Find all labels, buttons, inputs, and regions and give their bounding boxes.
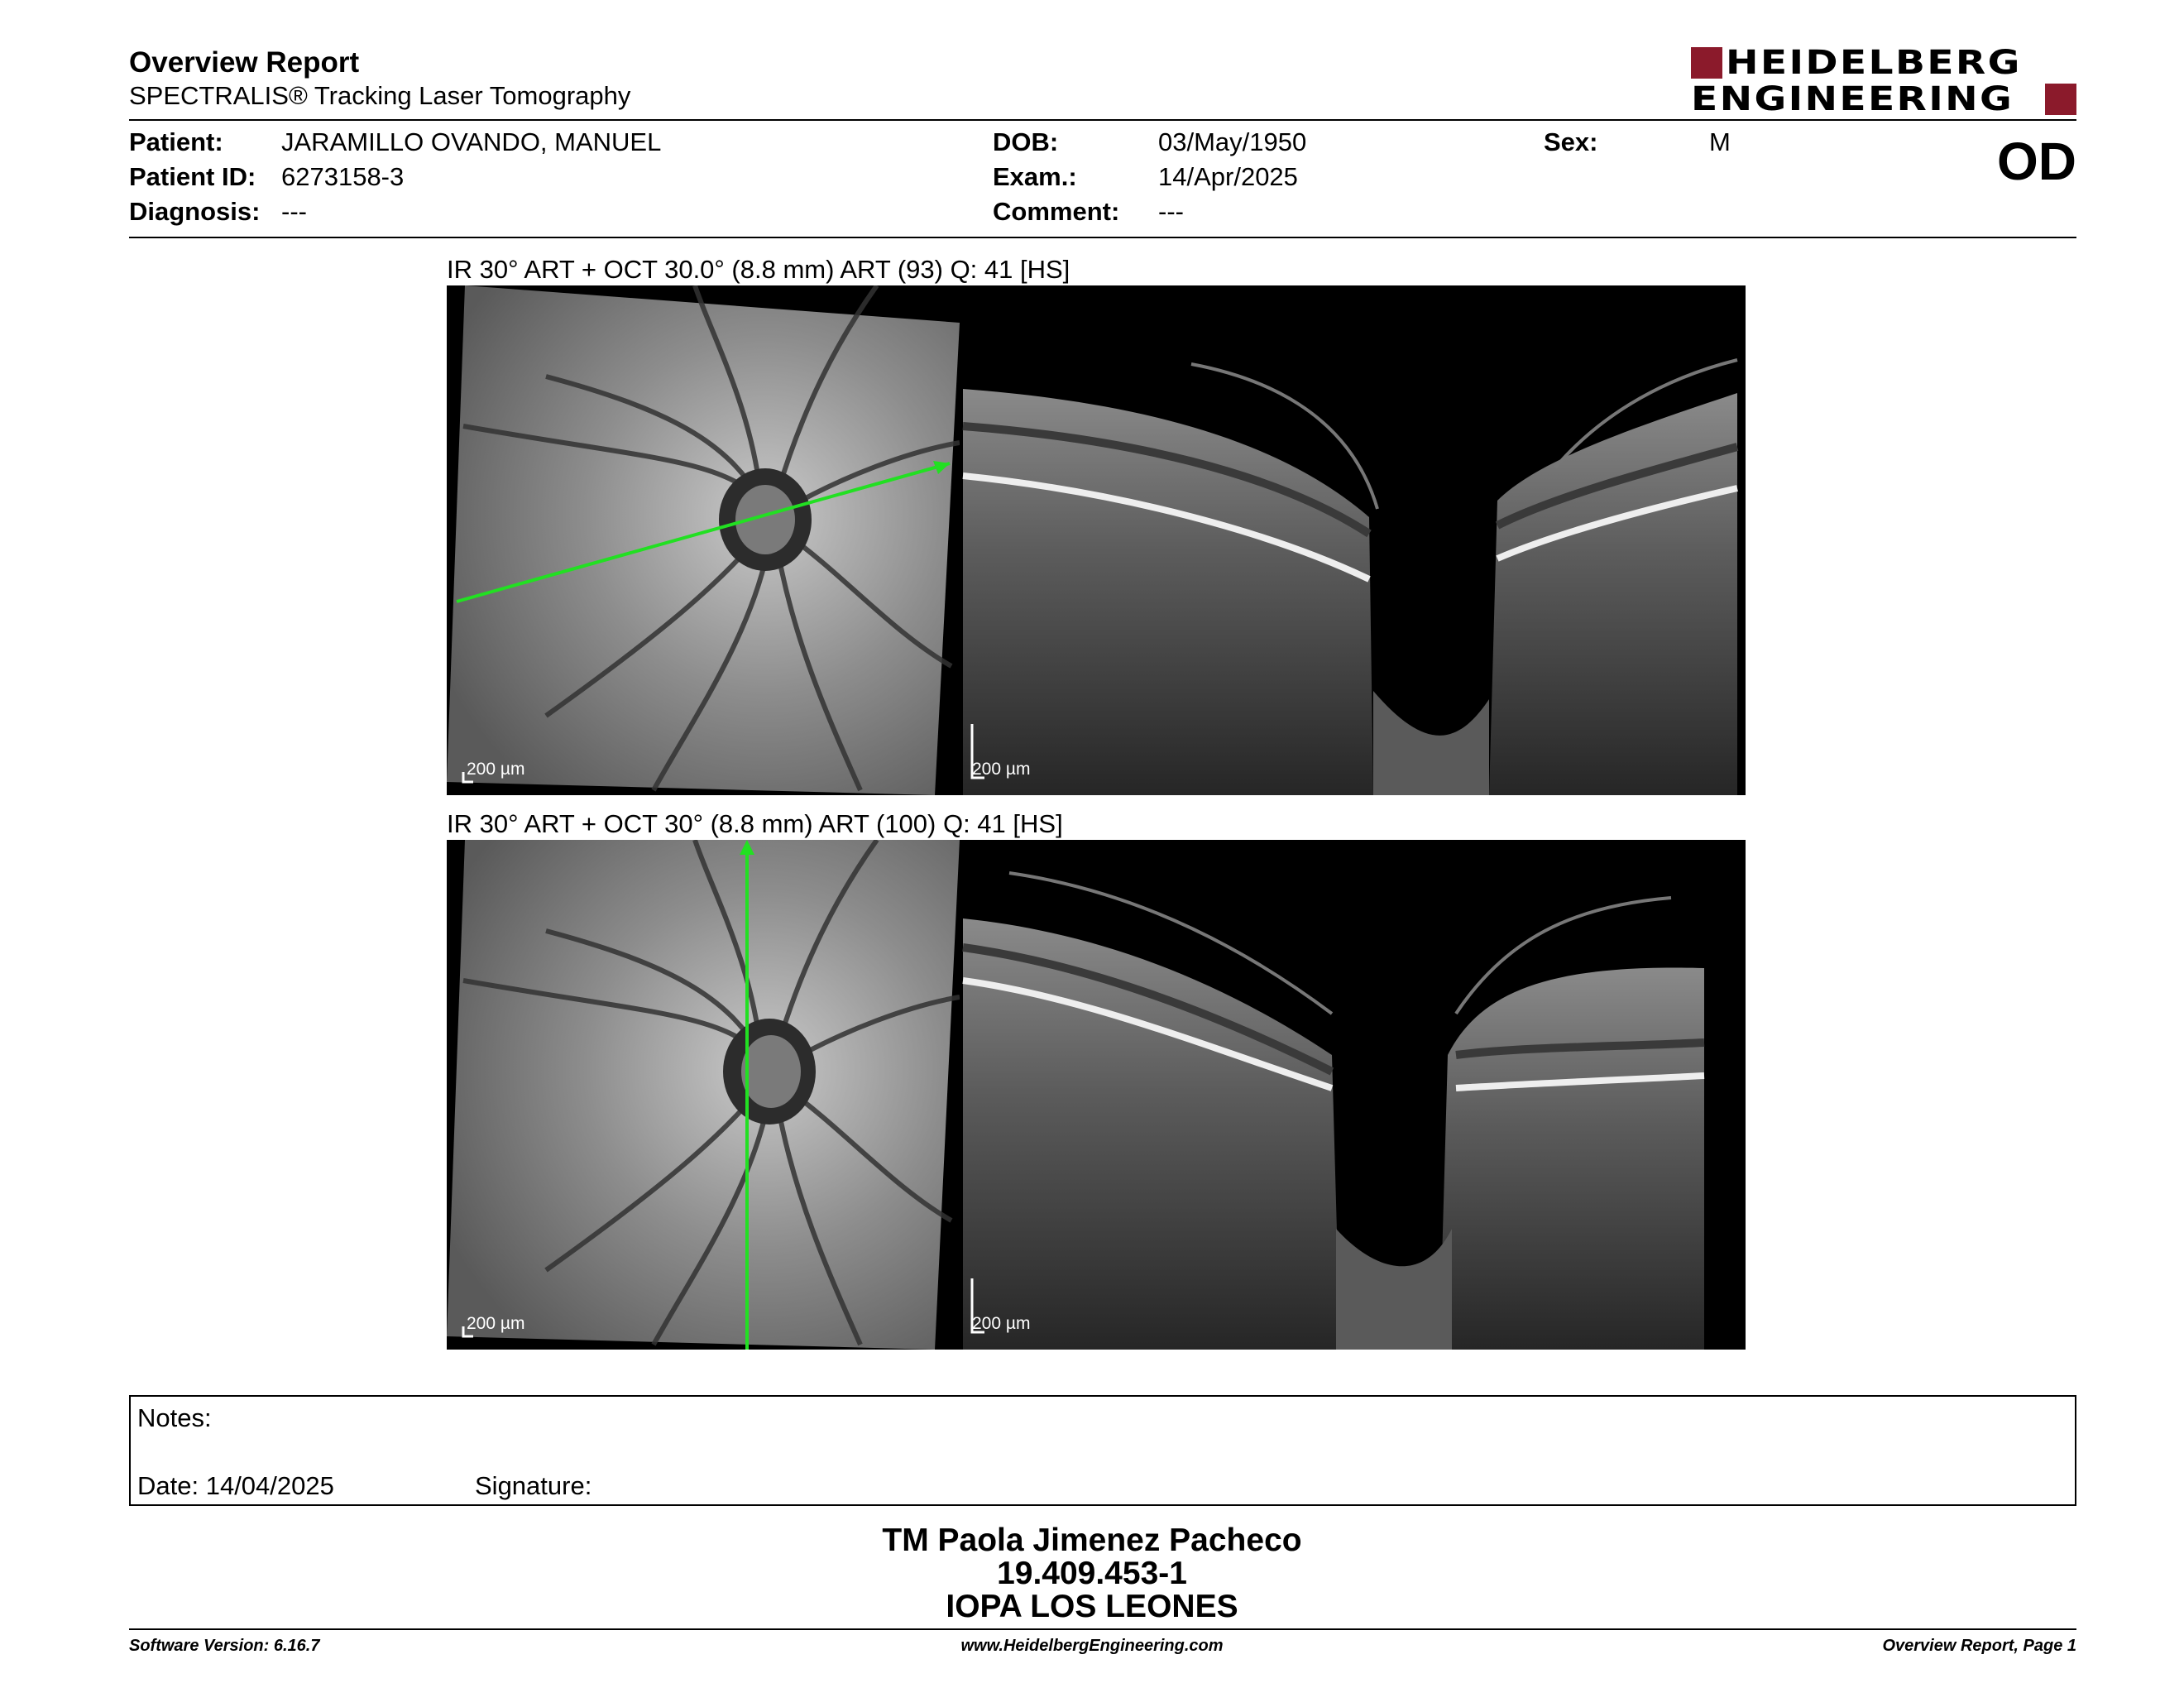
sex-value: M [1709, 127, 1731, 156]
heidelberg-logo [1691, 45, 2078, 117]
patient-id-label: Patient ID: [129, 162, 256, 191]
exam-label: Exam.: [993, 162, 1077, 191]
oct-scale-bar: 200 µm [972, 760, 1031, 779]
notes-box[interactable] [129, 1395, 2076, 1506]
oct-bscan-image [960, 840, 1746, 1350]
logo-square-right [2045, 84, 2076, 115]
fundus-scale-bar: 200 µm [467, 760, 525, 779]
diagnosis-value: --- [281, 197, 307, 226]
logo-line2: ENGINEERING [1691, 80, 2014, 118]
scan-panel [447, 840, 1746, 1350]
scan-panel [447, 285, 1746, 795]
diagnosis-label: Diagnosis: [129, 197, 261, 226]
eye-indicator: OD [1997, 132, 2076, 191]
patient-label: Patient: [129, 127, 223, 156]
oct-bscan-image [960, 285, 1746, 795]
dob-label: DOB: [993, 127, 1059, 156]
exam-value: 14/Apr/2025 [1158, 162, 1298, 191]
dob-value: 03/May/1950 [1158, 127, 1307, 156]
signoff-id: 19.409.453-1 [997, 1556, 1187, 1591]
signoff-name: TM Paola Jimenez Pacheco [882, 1523, 1302, 1558]
date-label: Date: 14/04/2025 [137, 1471, 334, 1500]
website-link[interactable]: www.HeidelbergEngineering.com [960, 1637, 1224, 1655]
patient-divider [129, 237, 2076, 238]
patient-id-value: 6273158-3 [281, 162, 405, 191]
patient-name: JARAMILLO OVANDO, MANUEL [281, 127, 662, 156]
scan-caption: IR 30° ART + OCT 30° (8.8 mm) ART (100) Q: 41 [HS] [447, 809, 1063, 838]
page-number: Overview Report, Page 1 [1882, 1637, 2076, 1655]
footer-divider [129, 1628, 2076, 1630]
sex-label: Sex: [1544, 127, 1598, 156]
software-version: Software Version: 6.16.7 [129, 1637, 320, 1655]
header-divider [129, 119, 2076, 121]
fundus-image [447, 285, 960, 795]
signoff-institution: IOPA LOS LEONES [946, 1589, 1238, 1624]
fundus-image [447, 840, 960, 1350]
oct-scale-bar: 200 µm [972, 1314, 1031, 1333]
report-subtitle: SPECTRALIS® Tracking Laser Tomography [129, 81, 631, 110]
logo-square-left [1691, 47, 1722, 79]
comment-value: --- [1158, 197, 1184, 226]
fundus-scale-bar: 200 µm [467, 1314, 525, 1333]
signature-label: Signature: [475, 1471, 592, 1500]
report-title: Overview Report [129, 46, 360, 79]
scan-caption: IR 30° ART + OCT 30.0° (8.8 mm) ART (93) Q: 41 [HS] [447, 255, 1070, 284]
comment-label: Comment: [993, 197, 1120, 226]
logo-line1: HEIDELBERG [1726, 44, 2022, 82]
notes-label: Notes: [137, 1403, 212, 1432]
